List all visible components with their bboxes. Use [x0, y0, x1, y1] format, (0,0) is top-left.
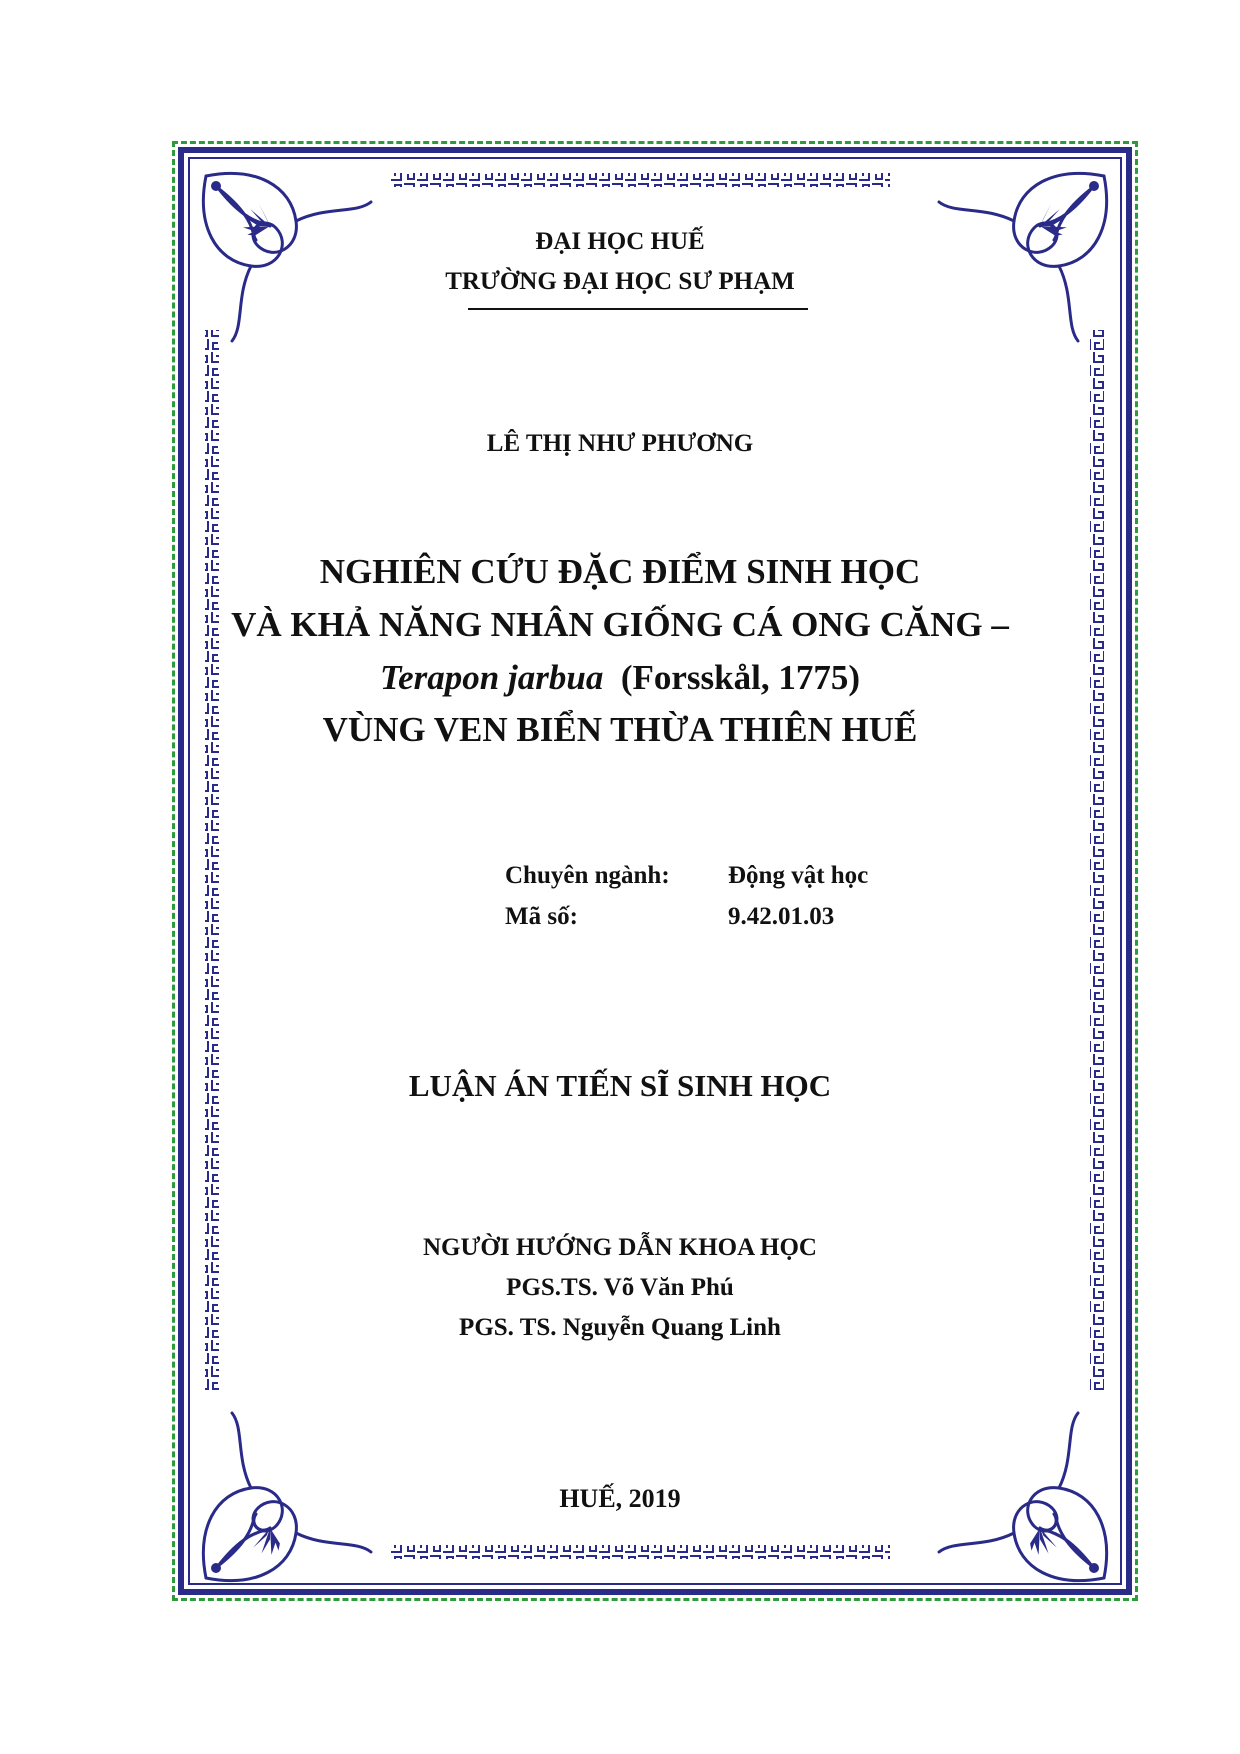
degree-title: LUẬN ÁN TIẾN SĨ SINH HỌC	[408, 1068, 832, 1103]
title-line-4: VÙNG VEN BIỂN THỪA THIÊN HUẾ	[322, 710, 918, 749]
code-label: Mã số:	[505, 903, 578, 930]
specialization-label: Chuyên ngành:	[505, 862, 670, 889]
header-underline	[468, 308, 808, 310]
university-name: ĐẠI HỌC HUẾ	[535, 228, 705, 255]
species-authority: (Forsskål, 1775)	[620, 658, 860, 697]
title-line-2: VÀ KHẢ NĂNG NHÂN GIỐNG CÁ ONG CĂNG –	[231, 605, 1009, 644]
title-line-3	[0, 658, 1240, 698]
advisors-heading: NGƯỜI HƯỚNG DẪN KHOA HỌC	[423, 1234, 817, 1261]
species-name: Terapon jarbua	[379, 658, 604, 697]
title-line-1: NGHIÊN CỨU ĐẶC ĐIỂM SINH HỌC	[319, 552, 921, 591]
author-name: LÊ THỊ NHƯ PHƯƠNG	[486, 430, 754, 457]
code-value: 9.42.01.03	[728, 903, 835, 930]
advisor-2: PGS. TS. Nguyễn Quang Linh	[459, 1314, 781, 1341]
school-name: TRƯỜNG ĐẠI HỌC SƯ PHẠM	[445, 268, 795, 295]
advisor-1: PGS.TS. Võ Văn Phú	[506, 1274, 734, 1301]
place-year: HUẾ, 2019	[559, 1484, 681, 1513]
specialization-value: Động vật học	[728, 862, 869, 889]
